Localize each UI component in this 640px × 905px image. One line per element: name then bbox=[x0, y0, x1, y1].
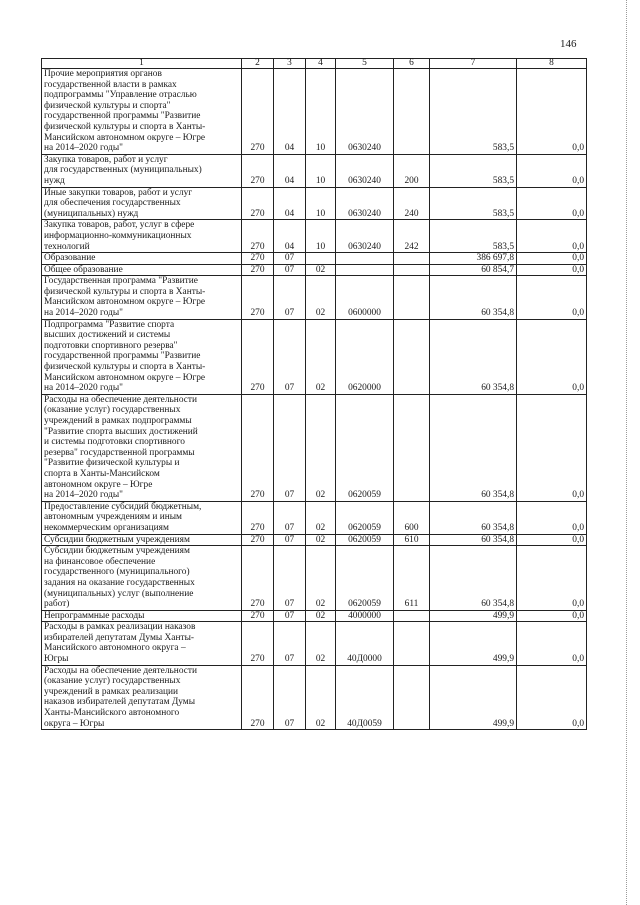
amount-col8: 0,0 bbox=[517, 69, 587, 155]
expense-type-code: 611 bbox=[394, 546, 430, 611]
row-description: Субсидии бюджетным учреждениям на финансовое обеспечение государственного (муниципального) задания на оказание государственных (муниципальных) услуг (выполнение работ) bbox=[42, 546, 242, 611]
amount: 60 354,8 bbox=[430, 546, 517, 611]
amount: 60 354,8 bbox=[430, 319, 517, 394]
admin-code: 270 bbox=[242, 622, 274, 665]
section-code: 07 bbox=[274, 394, 306, 501]
subsection-code: 02 bbox=[306, 622, 336, 665]
table-row bbox=[42, 276, 587, 319]
target-article-code: 0620059 bbox=[336, 546, 394, 611]
admin-code: 270 bbox=[242, 253, 274, 265]
expense-type-code: 610 bbox=[394, 534, 430, 546]
expense-type-code bbox=[394, 394, 430, 501]
expense-type-code: 600 bbox=[394, 501, 430, 534]
section-code: 04 bbox=[274, 69, 306, 155]
amount: 583,5 bbox=[430, 220, 517, 253]
amount: 60 854,7 bbox=[430, 264, 517, 276]
subsection-code: 02 bbox=[306, 501, 336, 534]
table-row bbox=[42, 622, 587, 665]
amount: 583,5 bbox=[430, 69, 517, 155]
expense-type-code bbox=[394, 319, 430, 394]
budget-table bbox=[41, 58, 587, 730]
amount: 60 354,8 bbox=[430, 501, 517, 534]
page-number: 146 bbox=[560, 38, 577, 50]
target-article-code: 40Д0059 bbox=[336, 665, 394, 730]
admin-code: 270 bbox=[242, 220, 274, 253]
section-code: 04 bbox=[274, 154, 306, 187]
section-code: 07 bbox=[274, 546, 306, 611]
expense-type-code bbox=[394, 253, 430, 265]
subsection-code: 10 bbox=[306, 69, 336, 155]
row-description: Прочие мероприятия органов государственной власти в рамках подпрограммы "Управление отраслью физической культуры и спорта" государственной программы "Развитие физической культуры и спорта в Ханты- Мансийском автономном округе – Югре на 2014–2020 годы" bbox=[42, 69, 242, 155]
section-code: 07 bbox=[274, 534, 306, 546]
row-description: Подпрограмма "Развитие спорта высших достижений и системы подготовки спортивного резерва" государственной программы "Развитие физической культуры и спорта в Ханты- Мансийском автономном округе – Югре на 2014–2020 годы" bbox=[42, 319, 242, 394]
amount: 60 354,8 bbox=[430, 394, 517, 501]
table-row bbox=[42, 69, 587, 155]
expense-type-code: 242 bbox=[394, 220, 430, 253]
section-code: 07 bbox=[274, 253, 306, 265]
row-description: Субсидии бюджетным учреждениям bbox=[42, 534, 242, 546]
header-row bbox=[42, 59, 587, 69]
target-article-code: 0620059 bbox=[336, 394, 394, 501]
subsection-code: 02 bbox=[306, 276, 336, 319]
section-code: 07 bbox=[274, 501, 306, 534]
target-article-code: 0620059 bbox=[336, 534, 394, 546]
amount: 499,9 bbox=[430, 622, 517, 665]
column-header-1: 1 bbox=[42, 59, 242, 69]
row-description: Расходы на обеспечение деятельности (оказание услуг) государственных учреждений в рамках подпрограммы "Развитие спорта высших достижений и системы подготовки спортивного резерва" государственной программы "Развитие физической культуры и спорта в Ханты-Мансийском автономном округе – Югре на 2014–2020 годы" bbox=[42, 394, 242, 501]
table-row bbox=[42, 610, 587, 622]
row-description: Непрограммные расходы bbox=[42, 610, 242, 622]
table-row bbox=[42, 187, 587, 220]
table-row bbox=[42, 253, 587, 265]
amount-col8: 0,0 bbox=[517, 622, 587, 665]
admin-code: 270 bbox=[242, 187, 274, 220]
subsection-code: 02 bbox=[306, 534, 336, 546]
section-code: 07 bbox=[274, 276, 306, 319]
subsection-code: 10 bbox=[306, 220, 336, 253]
row-description: Расходы на обеспечение деятельности (оказание услуг) государственных учреждений в рамках реализации наказов избирателей депутатам Думы Ханты-Мансийского автономного округа – Югры bbox=[42, 665, 242, 730]
target-article-code: 0620000 bbox=[336, 319, 394, 394]
amount-col8: 0,0 bbox=[517, 394, 587, 501]
column-header-4: 4 bbox=[306, 59, 336, 69]
table-row bbox=[42, 534, 587, 546]
amount: 499,9 bbox=[430, 665, 517, 730]
row-description: Государственная программа "Развитие физической культуры и спорта в Ханты- Мансийском автономном округе – Югре на 2014–2020 годы" bbox=[42, 276, 242, 319]
column-header-8: 8 bbox=[517, 59, 587, 69]
subsection-code bbox=[306, 253, 336, 265]
amount-col8: 0,0 bbox=[517, 610, 587, 622]
row-description: Расходы в рамках реализации наказов избирателей депутатам Думы Ханты- Мансийского автономного округа – Югры bbox=[42, 622, 242, 665]
section-code: 07 bbox=[274, 665, 306, 730]
subsection-code: 02 bbox=[306, 610, 336, 622]
expense-type-code bbox=[394, 69, 430, 155]
admin-code: 270 bbox=[242, 665, 274, 730]
row-description: Предоставление субсидий бюджетным, автономным учреждениям и иным некоммерческим организациям bbox=[42, 501, 242, 534]
table-row bbox=[42, 154, 587, 187]
section-code: 07 bbox=[274, 264, 306, 276]
amount-col8: 0,0 bbox=[517, 276, 587, 319]
table-body bbox=[42, 69, 587, 730]
target-article-code: 4000000 bbox=[336, 610, 394, 622]
admin-code: 270 bbox=[242, 546, 274, 611]
row-description: Закупка товаров, работ, услуг в сфере информационно-коммуникационных технологий bbox=[42, 220, 242, 253]
expense-type-code bbox=[394, 264, 430, 276]
admin-code: 270 bbox=[242, 276, 274, 319]
target-article-code: 0630240 bbox=[336, 154, 394, 187]
amount: 499,9 bbox=[430, 610, 517, 622]
amount: 60 354,8 bbox=[430, 276, 517, 319]
expense-type-code: 240 bbox=[394, 187, 430, 220]
row-description: Иные закупки товаров, работ и услуг для обеспечения государственных (муниципальных) нужд bbox=[42, 187, 242, 220]
section-code: 07 bbox=[274, 610, 306, 622]
admin-code: 270 bbox=[242, 534, 274, 546]
admin-code: 270 bbox=[242, 264, 274, 276]
row-description: Общее образование bbox=[42, 264, 242, 276]
page-edge-line bbox=[626, 0, 627, 905]
amount-col8: 0,0 bbox=[517, 220, 587, 253]
section-code: 04 bbox=[274, 220, 306, 253]
table-row bbox=[42, 546, 587, 611]
amount: 60 354,8 bbox=[430, 534, 517, 546]
amount: 386 697,8 bbox=[430, 253, 517, 265]
section-code: 07 bbox=[274, 622, 306, 665]
target-article-code: 0600000 bbox=[336, 276, 394, 319]
target-article-code bbox=[336, 264, 394, 276]
expense-type-code bbox=[394, 276, 430, 319]
subsection-code: 02 bbox=[306, 319, 336, 394]
column-header-7: 7 bbox=[430, 59, 517, 69]
subsection-code: 02 bbox=[306, 264, 336, 276]
target-article-code: 0630240 bbox=[336, 69, 394, 155]
row-description: Закупка товаров, работ и услуг для государственных (муниципальных) нужд bbox=[42, 154, 242, 187]
table-row bbox=[42, 264, 587, 276]
admin-code: 270 bbox=[242, 69, 274, 155]
column-header-2: 2 bbox=[242, 59, 274, 69]
amount-col8: 0,0 bbox=[517, 154, 587, 187]
target-article-code: 0630240 bbox=[336, 220, 394, 253]
expense-type-code bbox=[394, 622, 430, 665]
amount-col8: 0,0 bbox=[517, 187, 587, 220]
amount-col8: 0,0 bbox=[517, 253, 587, 265]
target-article-code: 0630240 bbox=[336, 187, 394, 220]
subsection-code: 10 bbox=[306, 154, 336, 187]
subsection-code: 02 bbox=[306, 546, 336, 611]
amount: 583,5 bbox=[430, 154, 517, 187]
subsection-code: 10 bbox=[306, 187, 336, 220]
admin-code: 270 bbox=[242, 501, 274, 534]
section-code: 04 bbox=[274, 187, 306, 220]
amount-col8: 0,0 bbox=[517, 319, 587, 394]
target-article-code: 0620059 bbox=[336, 501, 394, 534]
expense-type-code bbox=[394, 610, 430, 622]
amount-col8: 0,0 bbox=[517, 501, 587, 534]
table-row bbox=[42, 394, 587, 501]
table-row bbox=[42, 501, 587, 534]
admin-code: 270 bbox=[242, 319, 274, 394]
admin-code: 270 bbox=[242, 154, 274, 187]
column-header-3: 3 bbox=[274, 59, 306, 69]
amount-col8: 0,0 bbox=[517, 665, 587, 730]
subsection-code: 02 bbox=[306, 665, 336, 730]
table-row bbox=[42, 220, 587, 253]
admin-code: 270 bbox=[242, 610, 274, 622]
admin-code: 270 bbox=[242, 394, 274, 501]
target-article-code: 40Д0000 bbox=[336, 622, 394, 665]
amount-col8: 0,0 bbox=[517, 546, 587, 611]
expense-type-code bbox=[394, 665, 430, 730]
expense-type-code: 200 bbox=[394, 154, 430, 187]
amount-col8: 0,0 bbox=[517, 534, 587, 546]
table-row bbox=[42, 319, 587, 394]
table-row bbox=[42, 665, 587, 730]
amount: 583,5 bbox=[430, 187, 517, 220]
target-article-code bbox=[336, 253, 394, 265]
row-description: Образование bbox=[42, 253, 242, 265]
subsection-code: 02 bbox=[306, 394, 336, 501]
column-header-6: 6 bbox=[394, 59, 430, 69]
amount-col8: 0,0 bbox=[517, 264, 587, 276]
column-header-5: 5 bbox=[336, 59, 394, 69]
section-code: 07 bbox=[274, 319, 306, 394]
